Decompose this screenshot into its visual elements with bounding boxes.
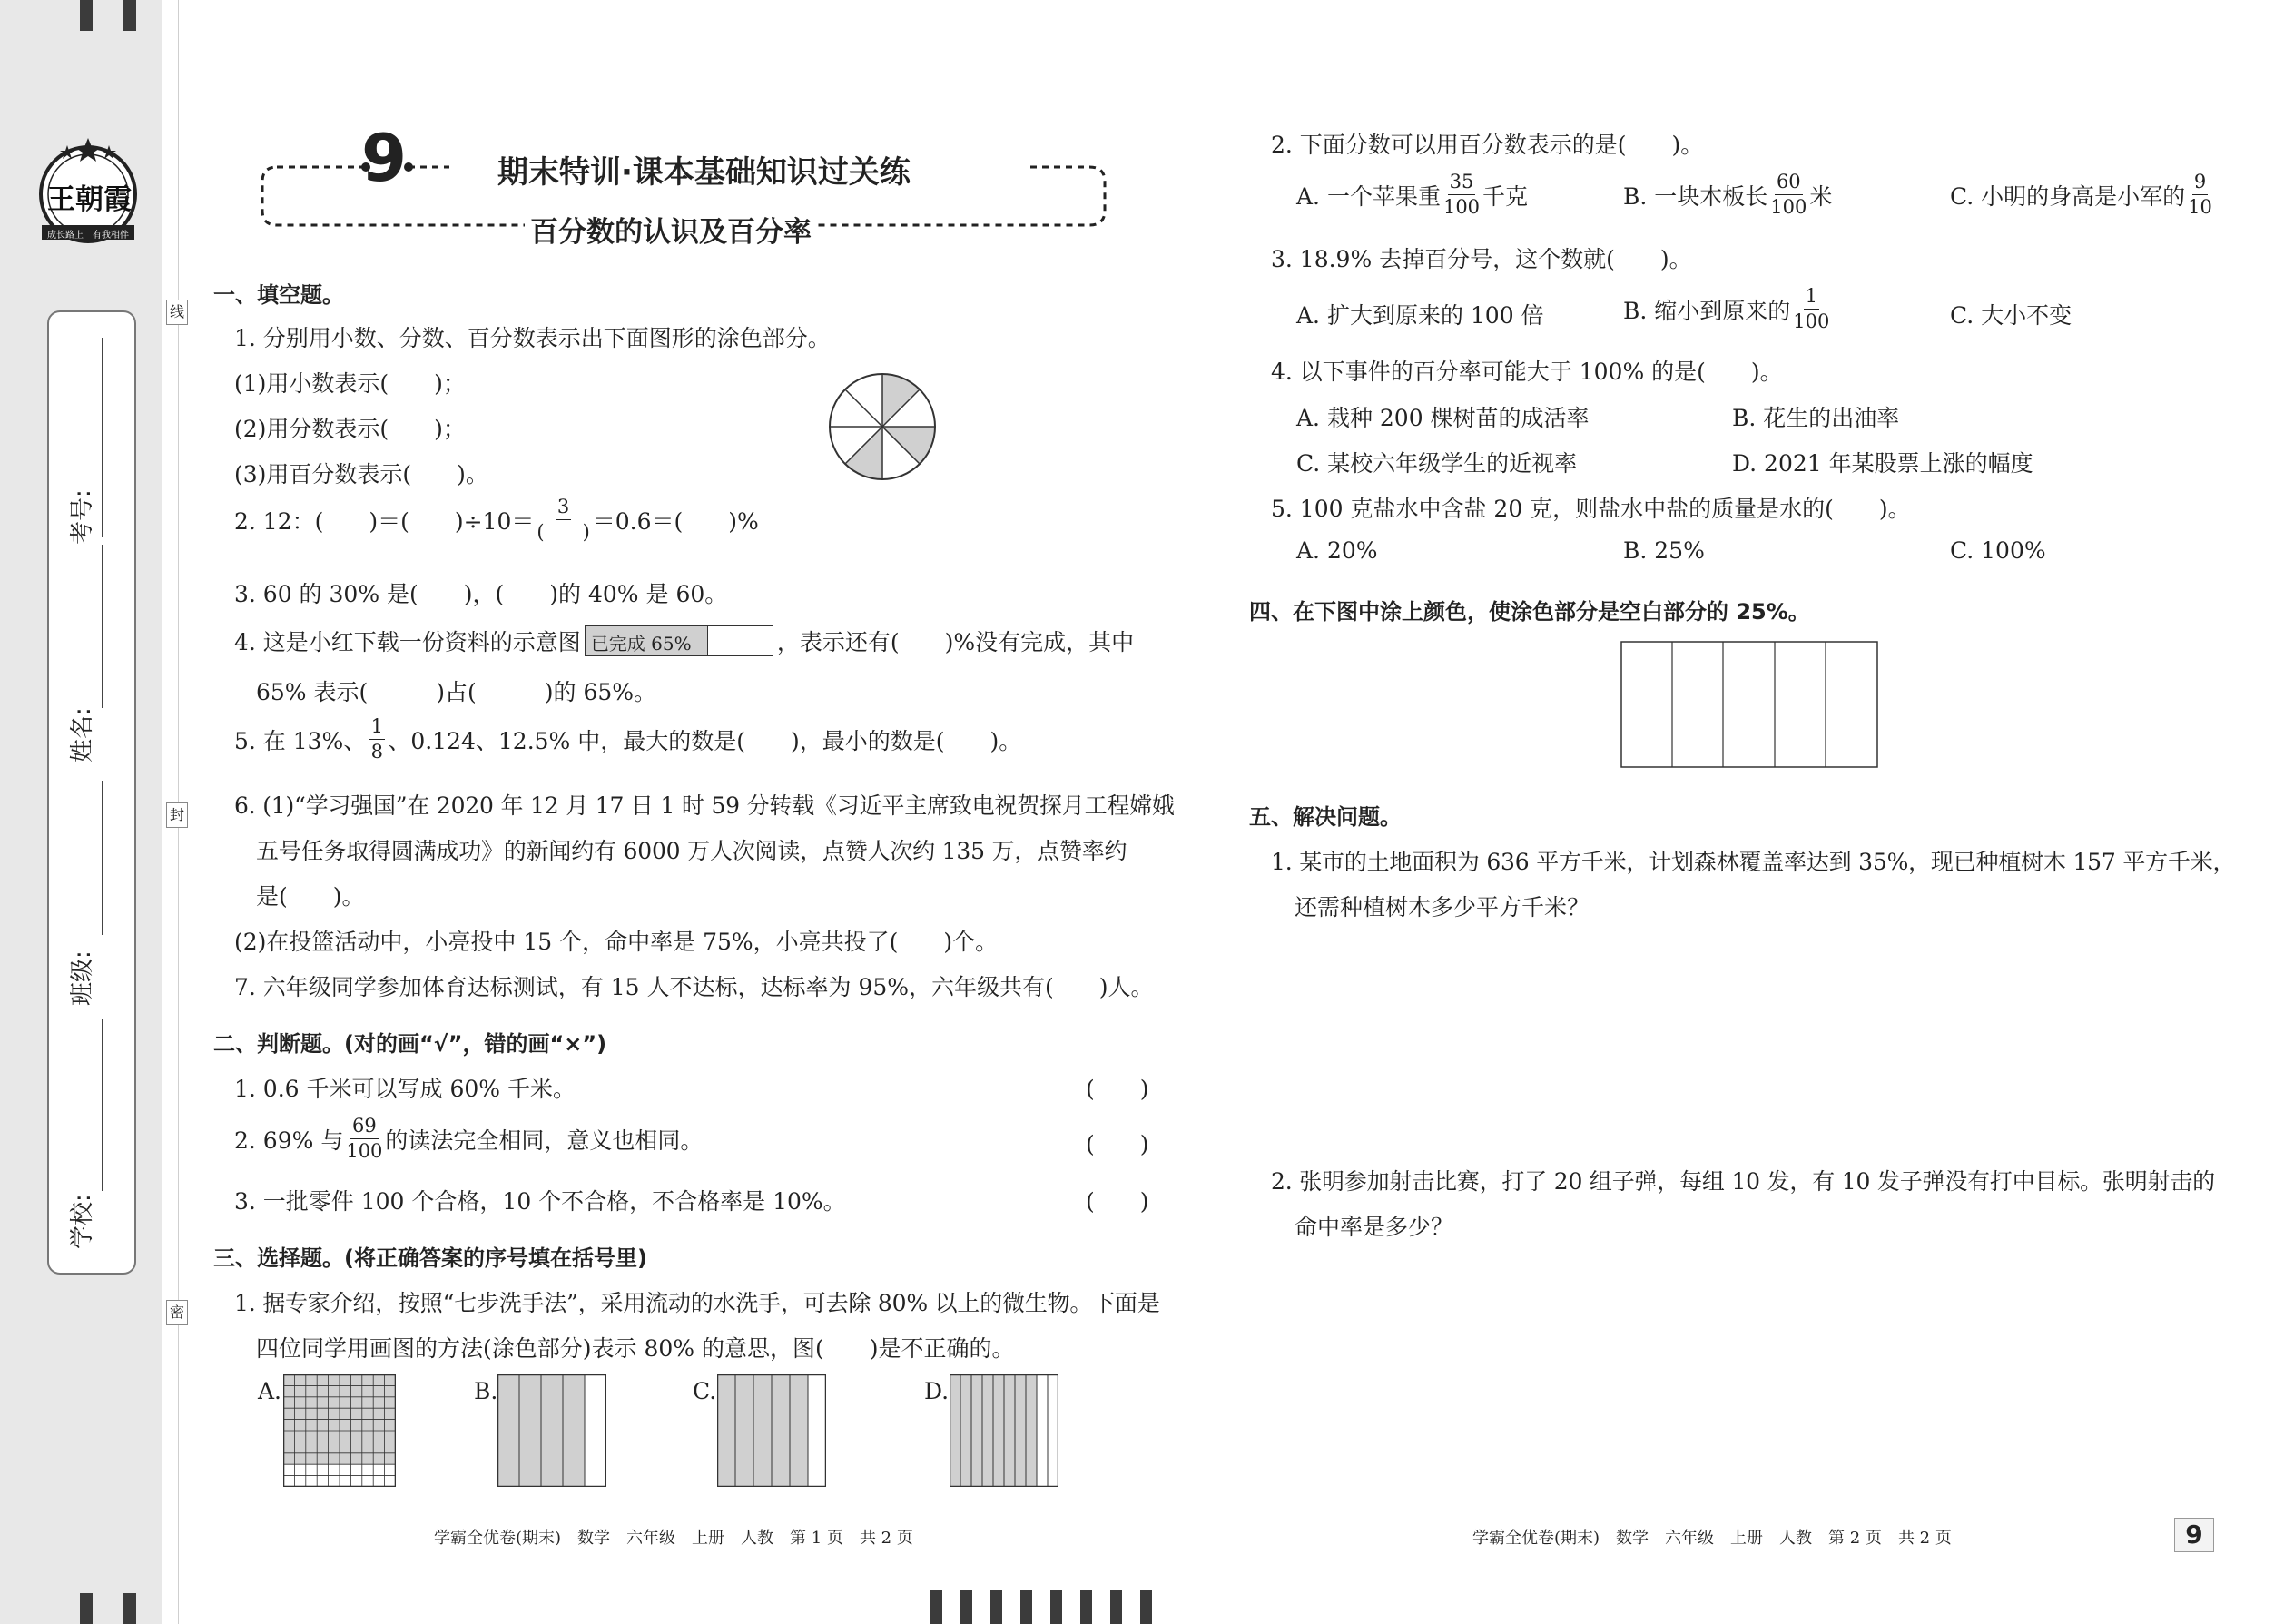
r-q2a-fraction: $\frac{35}{100}$	[1442, 171, 1481, 218]
r-q3b-fraction: $\frac{1}{100}$	[1793, 285, 1830, 332]
option-b-label: B.	[474, 1378, 498, 1404]
r-p1-line1: 1. 某市的土地面积为 636 平方千米，计划森林覆盖率达到 35%，现已种植树木 157 平方千米，	[1271, 849, 2236, 875]
registration-mark	[123, 0, 136, 31]
s2-q1-paren: ( )	[1086, 1076, 1149, 1102]
s1-q5-post: 、0.124、12.5% 中，最大的数是( )，最小的数是( )。	[388, 727, 1022, 754]
r-p2-line2: 命中率是多少？	[1295, 1214, 1454, 1240]
s1-q4-post: ，表示还有( )%没有完成，其中	[776, 629, 1135, 655]
s1-q2	[234, 497, 759, 542]
s1-q1b: (2)用分数表示( )；	[234, 416, 466, 442]
option-c-figure	[717, 1374, 826, 1487]
r-q5a: A. 20%	[1296, 537, 1378, 564]
s2-q3: 3. 一批零件 100 个合格，10 个不合格，不合格率是 10%。	[234, 1188, 846, 1215]
s1-q7: 7. 六年级同学参加体育达标测试，有 15 人不达标，达标率为 95%，六年级共有( )人。	[234, 974, 1154, 1000]
registration-mark	[123, 1593, 136, 1624]
r-q3b: B. 缩小到原来的 $\frac{1}{100}$	[1623, 285, 1830, 332]
s1-q3: 3. 60 的 30% 是( )，( )的 40% 是 60。	[234, 581, 728, 607]
s1-q6-2: (2)在投篮活动中，小亮投中 15 个，命中率是 75%，小亮共投了( )个。	[234, 929, 999, 955]
footer-right: 学霸全优卷(期末) 数学 六年级 上册 人教 第 2 页 共 2 页	[1472, 1529, 1952, 1548]
s1-q6-line3: 是( )。	[256, 883, 365, 910]
brand-logo	[34, 134, 142, 247]
r-q4c: C. 某校六年级学生的近视率	[1296, 450, 1578, 477]
footer-left: 学霸全优卷(期末) 数学 六年级 上册 人教 第 1 页 共 2 页	[434, 1529, 913, 1548]
s1-q2-post: ＝0.6＝( )%	[592, 507, 759, 535]
download-progress-bar	[585, 625, 773, 656]
section3-title: 三、选择题。(将正确答案的序号填在括号里)	[213, 1245, 647, 1271]
r-q4b: B. 花生的出油率	[1732, 405, 1900, 431]
s1-q6-line1: 6. (1)“学习强国”在 2020 年 12 月 17 日 1 时 59 分转载《习近平主席致电祝贺探月工程嫦娥	[234, 792, 1175, 819]
header-title: 期末特训·课本基础知识过关练	[497, 154, 911, 191]
r-q3: 3. 18.9% 去掉百分号，这个数就( )。	[1271, 246, 1692, 272]
s2-q2-post: 的读法完全相同，意义也相同。	[385, 1127, 704, 1154]
r-p1-line2: 还需种植树木多少平方千米？	[1295, 894, 1590, 920]
r-q4: 4. 以下事件的百分率可能大于 100% 的是( )。	[1271, 359, 1783, 385]
name-line[interactable]	[102, 545, 103, 708]
header-number: 9	[361, 120, 408, 196]
registration-mark	[80, 1593, 93, 1624]
bottom-registration-marks	[930, 1590, 1148, 1624]
r-q3c: C. 大小不变	[1950, 302, 2072, 329]
s1-q6-line2: 五号任务取得圆满成功》的新闻约有 6000 万人次阅读，点赞人次约 135 万，点赞率约	[256, 838, 1127, 864]
binding-seal-label: 封	[166, 802, 188, 828]
class-line[interactable]	[102, 781, 103, 935]
r-q3a: A. 扩大到原来的 100 倍	[1296, 302, 1544, 329]
r-q5b: B. 25%	[1623, 537, 1705, 564]
s1-q1c: (3)用百分数表示( )。	[234, 461, 488, 487]
brand-motto-right: 有我相伴	[93, 231, 129, 241]
brand-name: 王朝霞	[47, 183, 132, 216]
school-label: 学校:	[69, 1194, 96, 1249]
s2-q2-fraction: $\frac{69}{100}$	[346, 1115, 383, 1162]
option-a-label: A.	[258, 1378, 282, 1404]
header-subtitle: 百分数的认识及百分率	[525, 209, 817, 250]
s3-q1-line2: 四位同学用画图的方法(涂色部分)表示 80% 的意思，图( )是不正确的。	[256, 1335, 1015, 1362]
section1-title: 一、填空题。	[213, 282, 344, 308]
r-q5c: C. 100%	[1950, 537, 2046, 564]
s3-q1-line1: 1. 据专家介绍，按照“七步洗手法”，采用流动的水洗手，可去除 80% 以上的微生物。下面是	[234, 1290, 1160, 1316]
class-label: 班级:	[69, 950, 96, 1006]
registration-mark	[80, 0, 93, 31]
school-line[interactable]	[102, 1019, 103, 1191]
option-b-figure	[497, 1374, 606, 1487]
s1-q2-pre: 2. 12：( )＝( )÷10＝	[234, 507, 535, 535]
section5-title: 五、解决问题。	[1249, 804, 1402, 830]
option-c-label: C.	[693, 1378, 717, 1404]
r-q2c: C. 小明的身高是小军的 $\frac{9}{10}$	[1950, 171, 2212, 218]
r-q2: 2. 下面分数可以用百分数表示的是( )。	[1271, 132, 1704, 158]
s1-q4	[234, 625, 1134, 657]
option-a-grid	[283, 1374, 396, 1487]
student-info-box	[47, 310, 136, 1275]
s2-q2-paren: ( )	[1086, 1131, 1149, 1157]
s2-q2-pre: 2. 69% 与	[234, 1127, 344, 1154]
name-label: 姓名:	[69, 707, 96, 763]
r-q4a: A. 栽种 200 棵树苗的成活率	[1296, 405, 1590, 431]
s1-q1: 1. 分别用小数、分数、百分数表示出下面图形的涂色部分。	[234, 325, 831, 351]
s1-q5-pre: 5. 在 13%、	[234, 727, 367, 754]
s1-q5	[234, 717, 1021, 762]
s1-q5-fraction: $\frac{1}{8}$	[370, 715, 384, 763]
s2-q1: 1. 0.6 千米可以写成 60% 千米。	[234, 1076, 576, 1102]
s1-q2-fraction: $\frac{3}{( )}$	[537, 496, 590, 543]
binding-secure-label: 密	[166, 1300, 188, 1325]
r-q5: 5. 100 克盐水中含盐 20 克，则盐水中盐的质量是水的( )。	[1271, 496, 1911, 522]
section2-title: 二、判断题。(对的画“√”，错的画“×”)	[213, 1031, 607, 1057]
binding-line-label: 线	[166, 300, 188, 325]
r-q2c-fraction: $\frac{9}{10}$	[2188, 171, 2212, 218]
exam-no-label: 考号:	[69, 489, 96, 545]
option-d-figure	[950, 1374, 1058, 1487]
r-p2-line1: 2. 张明参加射击比赛，打了 20 组子弹，每组 10 发，有 10 发子弹没有打中目标。张明射击的	[1271, 1168, 2215, 1195]
section4-title: 四、在下图中涂上颜色，使涂色部分是空白部分的 25%。	[1249, 599, 1810, 625]
r-q2b-fraction: $\frac{60}{100}$	[1770, 171, 1807, 218]
pie-figure	[826, 370, 939, 483]
s2-q3-paren: ( )	[1086, 1188, 1149, 1215]
coloring-rectangle[interactable]	[1620, 641, 1878, 768]
r-q2a: A. 一个苹果重 $\frac{35}{100}$ 千克	[1296, 171, 1529, 218]
option-d-label: D.	[924, 1378, 950, 1404]
page-number-badge: 9	[2174, 1518, 2214, 1552]
r-q2b: B. 一块木板长 $\frac{60}{100}$ 米	[1623, 171, 1833, 218]
s1-q4-pre: 4. 这是小红下载一份资料的示意图	[234, 629, 581, 655]
exam-no-line[interactable]	[102, 338, 103, 537]
download-progress-label: 已完成 65%	[590, 633, 692, 655]
s1-q4-line2: 65% 表示( )占( )的 65%。	[256, 679, 657, 705]
r-q4d: D. 2021 年某股票上涨的幅度	[1732, 450, 2033, 477]
s1-q1a: (1)用小数表示( )；	[234, 370, 466, 397]
brand-motto-left: 成长路上	[47, 231, 84, 241]
s2-q2	[234, 1117, 703, 1161]
